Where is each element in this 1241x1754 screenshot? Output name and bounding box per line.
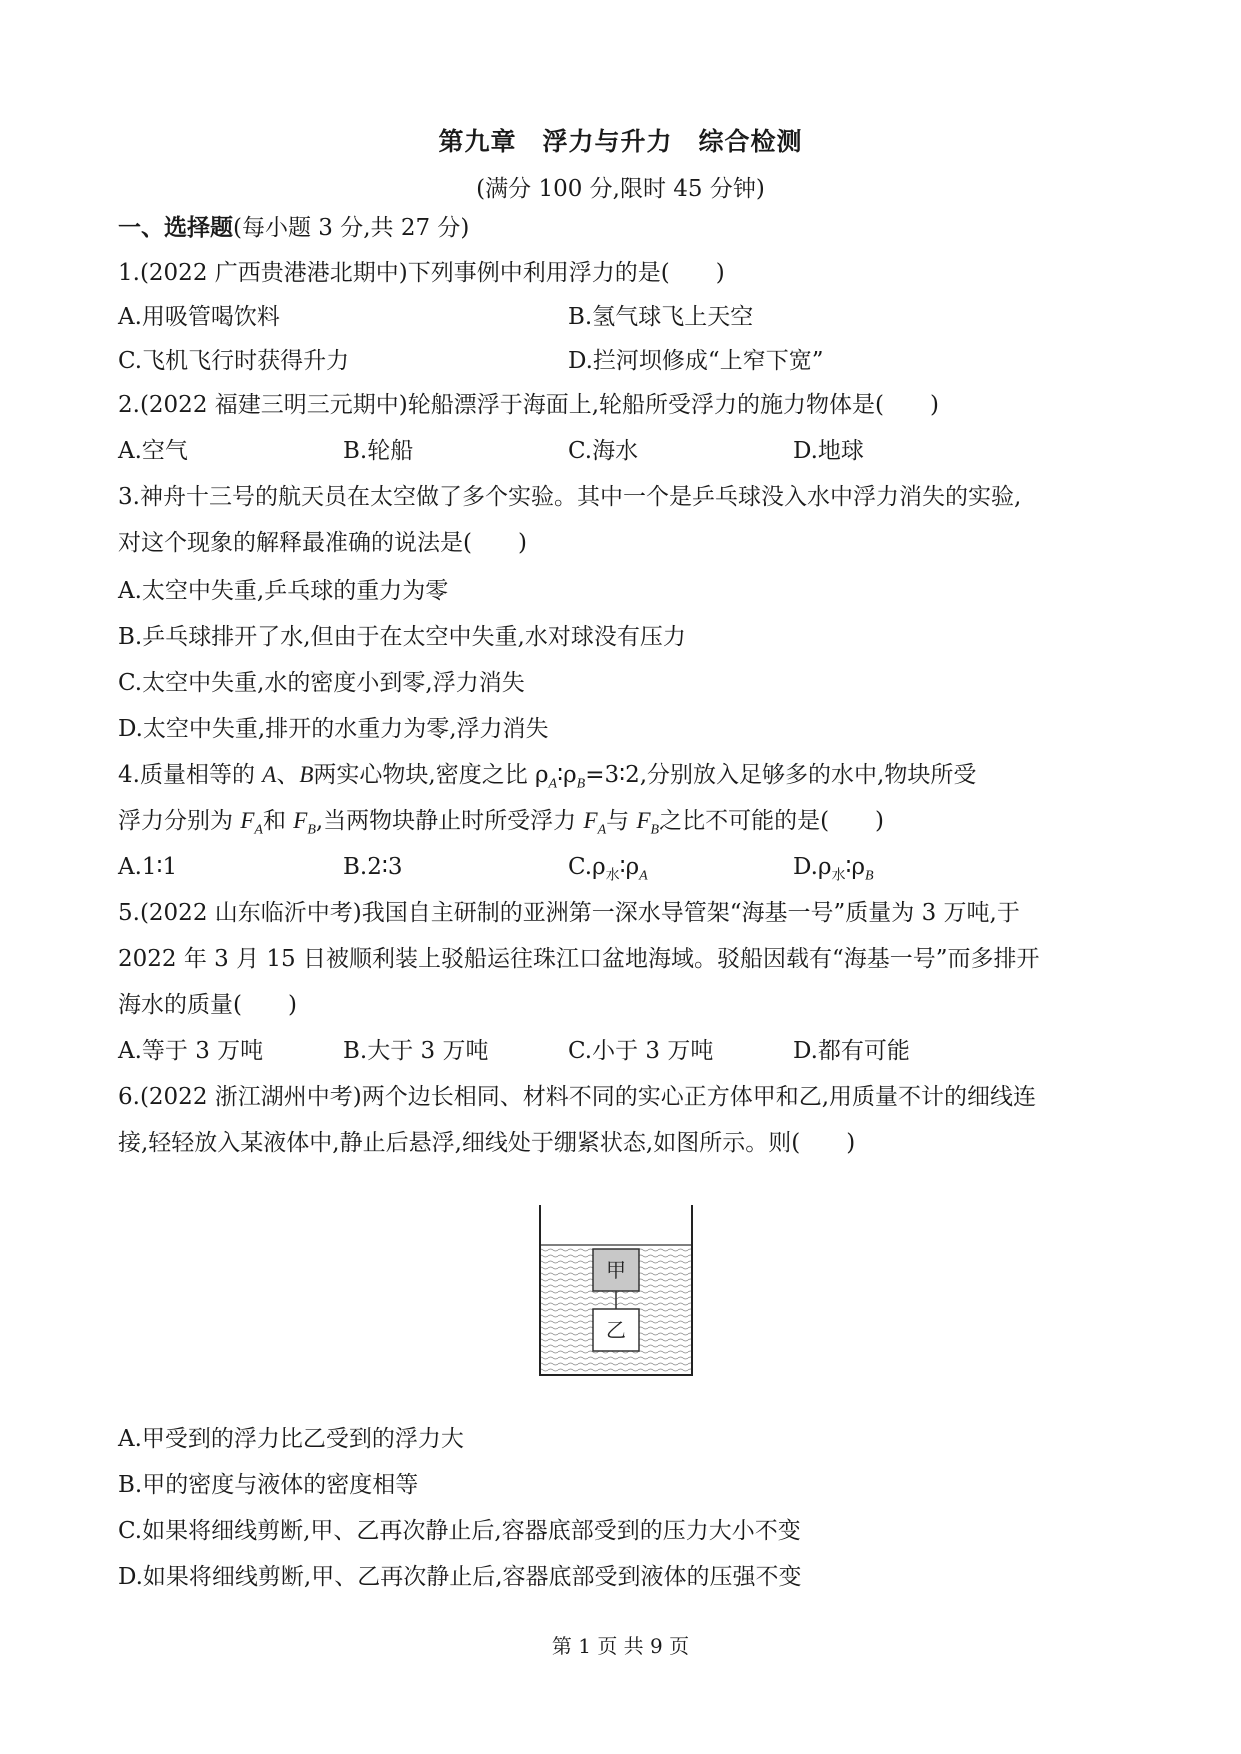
q5-stem-line3: 海水的质量( ) (118, 992, 297, 1018)
q4-colon: ∶ (619, 854, 626, 880)
q2-stem: 2.(2022 福建三明三元期中)轮船漂浮于海面上,轮船所受浮力的施力物体是( ) (118, 392, 939, 418)
q4-var-f: F (293, 808, 308, 833)
q4-stem-line1 (118, 760, 976, 800)
q4-stem-line2 (118, 806, 884, 846)
q1-option-c: C.飞机飞行时获得升力 (118, 348, 350, 374)
q4-text: 与 (606, 808, 637, 834)
q4-sub-b: B (865, 868, 874, 884)
q4-sub-b: B (307, 822, 316, 838)
q4-text: 浮力分别为 (118, 808, 241, 834)
q1-option-a: A.用吸管喝饮料 (118, 304, 280, 330)
q4-colon: ∶ (557, 762, 564, 788)
section-heading (118, 213, 469, 243)
q6-option-a: A.甲受到的浮力比乙受到的浮力大 (118, 1426, 464, 1452)
q6-stem-line1: 6.(2022 浙江湖州中考)两个边长相同、材料不同的实心正方体甲和乙,用质量不计的细线连 (118, 1084, 1037, 1110)
q2-option-a: A.空气 (118, 438, 188, 464)
q5-option-c: C.小于 3 万吨 (568, 1038, 714, 1064)
q4-option-d (793, 852, 874, 892)
q4-text: ,当两物块静止时所受浮力 (315, 808, 584, 834)
page-subtitle: (满分 100 分,限时 45 分钟) (476, 176, 765, 202)
q4-option-c (568, 852, 648, 892)
q4-ratio: =3∶2,分别放入足够多的水中,物块所受 (585, 762, 977, 788)
q3-stem-line1: 3.神舟十三号的航天员在太空做了多个实验。其中一个是乒乓球没入水中浮力消失的实验, (118, 484, 1022, 510)
q4-rho: ρ (592, 854, 606, 880)
q4-sub-a: A (597, 822, 607, 838)
q3-option-a: A.太空中失重,乒乓球的重力为零 (118, 578, 449, 604)
q5-stem-line2: 2022 年 3 月 15 日被顺利装上驳船运往珠江口盆地海域。驳船因载有“海基一号”而多排开 (118, 946, 1040, 972)
q4-sub-water: 水 (605, 867, 620, 884)
q4-option-b: B.2∶3 (343, 854, 403, 880)
page-footer: 第 1 页 共 9 页 (551, 1634, 690, 1658)
q4-sub-b: B (650, 822, 660, 838)
block-jia-label: 甲 (606, 1258, 626, 1282)
page-title: 第九章 浮力与升力 综合检测 (438, 127, 803, 156)
q4-option-label: C. (568, 854, 593, 880)
q4-rho: ρ (563, 762, 577, 788)
q2-option-b: B.轮船 (343, 438, 414, 464)
q6-option-c: C.如果将细线剪断,甲、乙再次静止后,容器底部受到的压力大小不变 (118, 1518, 801, 1544)
q4-text: 之比不可能的是( ) (659, 808, 885, 834)
q5-option-a: A.等于 3 万吨 (118, 1038, 264, 1064)
q1-option-d: D.拦河坝修成“上窄下宽” (568, 348, 824, 374)
q4-sub-b: B (576, 776, 586, 792)
q3-option-d: D.太空中失重,排开的水重力为零,浮力消失 (118, 716, 549, 742)
q5-stem-line1: 5.(2022 山东临沂中考)我国自主研制的亚洲第一深水导管架“海基一号”质量为 3 万吨,于 (118, 900, 1020, 926)
q6-option-b: B.甲的密度与液体的密度相等 (118, 1472, 419, 1498)
q4-sub-a: A (254, 822, 263, 838)
q4-rho: ρ (851, 854, 865, 880)
q5-option-d: D.都有可能 (793, 1038, 910, 1064)
block-yi-label: 乙 (606, 1318, 626, 1342)
q4-var-a: A (262, 762, 277, 787)
q3-option-b: B.乒乓球排开了水,但由于在太空中失重,水对球没有压力 (118, 624, 686, 650)
q4-text: 4.质量相等的 (118, 762, 263, 788)
q6-stem-line2: 接,轻轻放入某液体中,静止后悬浮,细线处于绷紧状态,如图所示。则( ) (118, 1130, 856, 1156)
q6-option-d: D.如果将细线剪断,甲、乙再次静止后,容器底部受到液体的压强不变 (118, 1564, 802, 1590)
q4-var-b: B (299, 762, 314, 787)
q4-var-f: F (636, 808, 651, 833)
q4-option-a: A.1∶1 (118, 854, 178, 880)
q4-text: 、 (276, 762, 300, 788)
q4-sub-a: A (548, 776, 558, 792)
q4-var-f: F (583, 808, 598, 833)
q5-option-b: B.大于 3 万吨 (343, 1038, 489, 1064)
q4-option-label: D. (793, 854, 818, 880)
q1-option-b: B.氢气球飞上天空 (568, 304, 754, 330)
q1-stem: 1.(2022 广西贵港港北期中)下列事例中利用浮力的是( ) (118, 260, 725, 286)
q2-option-d: D.地球 (793, 438, 864, 464)
q3-option-c: C.太空中失重,水的密度小到零,浮力消失 (118, 670, 525, 696)
q4-rho: ρ (817, 854, 832, 880)
q4-rho: ρ (535, 762, 549, 788)
q4-text: 两实心物块,密度之比 (313, 762, 536, 788)
q4-colon: ∶ (845, 854, 852, 880)
q4-text: 和 (262, 808, 294, 834)
container-figure (538, 1205, 694, 1377)
q4-sub-a: A (639, 868, 648, 884)
q2-option-c: C.海水 (568, 438, 639, 464)
q4-rho: ρ (625, 854, 640, 880)
section-title: 一、选择题 (118, 215, 233, 241)
q3-stem-line2: 对这个现象的解释最准确的说法是( ) (118, 530, 527, 556)
section-note: (每小题 3 分,共 27 分) (233, 215, 470, 241)
q4-var-f: F (240, 808, 255, 833)
q4-sub-water: 水 (831, 867, 846, 884)
